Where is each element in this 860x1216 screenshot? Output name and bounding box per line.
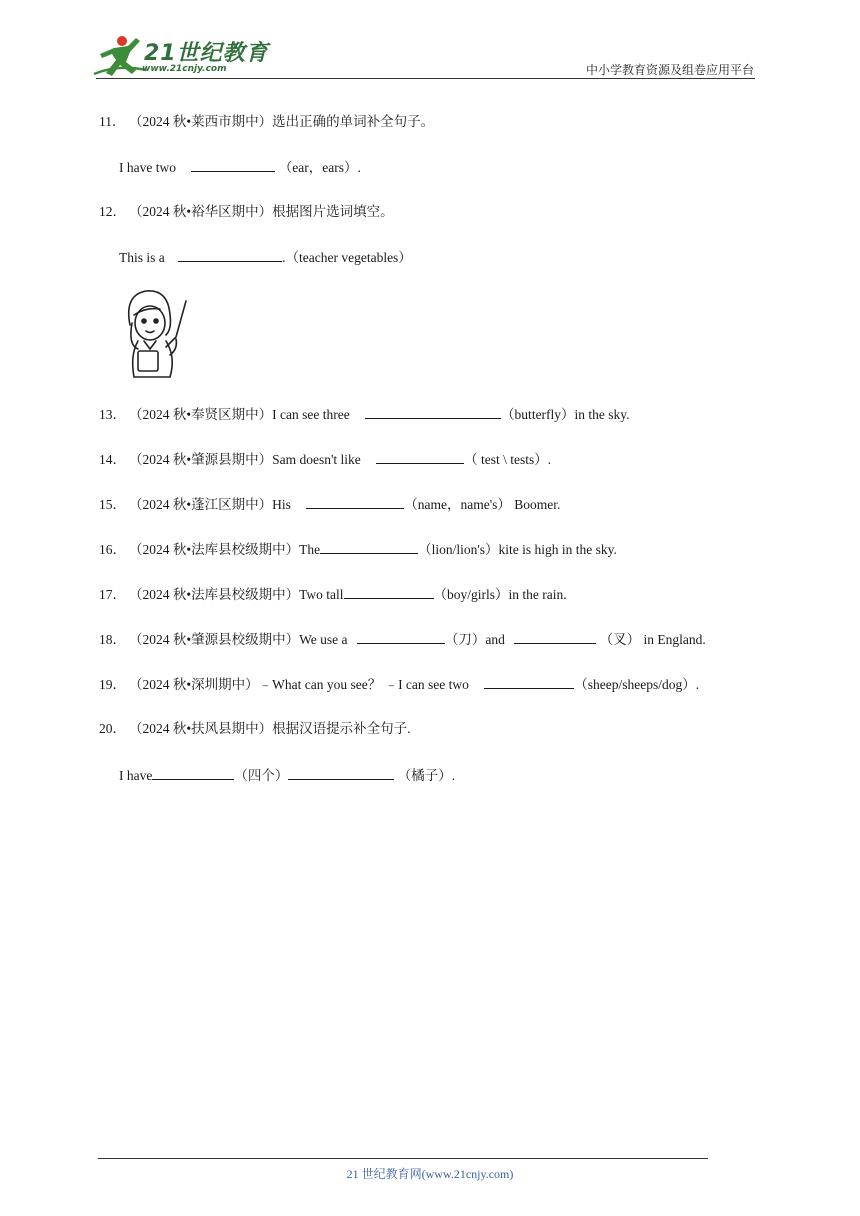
question-source: （2024 秋•裕华区期中） xyxy=(129,204,273,219)
page-header xyxy=(0,0,860,90)
question-15: 15． （2024 秋•蓬江区期中）His （name，name's） Boomer. xyxy=(99,497,561,512)
question-instruction: 根据汉语提示补全句子. xyxy=(272,721,411,736)
question-19: 19． （2024 秋•深圳期中）﹣What can you see？ ﹣I can see two （sheep/sheeps/dog）. xyxy=(99,677,700,692)
question-12-sentence: This is a .（teacher vegetables） xyxy=(119,250,412,265)
question-12: 12． （2024 秋•裕华区期中）根据图片选词填空。 xyxy=(99,204,394,219)
answer-blank[interactable] xyxy=(191,158,275,172)
answer-blank[interactable] xyxy=(178,248,282,262)
question-18: 18． （2024 秋•肇源县校级期中）We use a （刀）and （叉） in England. xyxy=(99,632,706,647)
teacher-illustration xyxy=(116,285,194,385)
question-source: （2024 秋•奉贤区期中） xyxy=(129,407,273,422)
question-instruction: 选出正确的单词补全句子。 xyxy=(272,114,435,129)
question-11: 11． （2024 秋•莱西市期中）选出正确的单词补全句子。 xyxy=(99,114,435,129)
question-11-sentence: I have two （ear，ears）. xyxy=(119,160,361,175)
question-source: （2024 秋•扶风县期中） xyxy=(129,721,273,736)
answer-blank[interactable] xyxy=(306,495,404,509)
answer-blank[interactable] xyxy=(484,675,574,689)
answer-blank[interactable] xyxy=(320,540,418,554)
question-source: （2024 秋•莱西市期中） xyxy=(129,114,273,129)
answer-blank[interactable] xyxy=(514,630,596,644)
header-divider xyxy=(96,78,755,79)
question-source: （2024 秋•肇源县校级期中） xyxy=(129,632,300,647)
platform-name: 中小学教育资源及组卷应用平台 xyxy=(585,63,754,77)
question-source: （2024 秋•蓬江区期中） xyxy=(129,497,273,512)
question-source: （2024 秋•法库县校级期中） xyxy=(129,587,300,602)
answer-blank[interactable] xyxy=(152,766,234,780)
question-source: （2024 秋•肇源县期中） xyxy=(129,452,273,467)
logo-text: 21世纪教育 xyxy=(144,41,269,66)
runner-logo-icon xyxy=(92,34,148,78)
answer-blank[interactable] xyxy=(365,405,501,419)
question-17: 17． （2024 秋•法库县校级期中）Two tall （boy/girls）in the rain. xyxy=(99,587,567,602)
footer-divider xyxy=(98,1158,708,1159)
question-20: 20． （2024 秋•扶风县期中）根据汉语提示补全句子. xyxy=(99,721,411,736)
answer-blank[interactable] xyxy=(344,585,434,599)
question-13: 13． （2024 秋•奉贤区期中）I can see three （butterfly）in the sky. xyxy=(99,407,630,422)
question-16: 16． （2024 秋•法库县校级期中）The （lion/lion's）kite is high in the sky. xyxy=(99,542,617,557)
question-14: 14． （2024 秋•肇源县期中）Sam doesn't like （ test \ tests）. xyxy=(99,452,552,467)
question-source: （2024 秋•深圳期中） xyxy=(129,677,259,692)
question-20-sentence: I have （四个） （橘子）. xyxy=(119,768,456,783)
question-source: （2024 秋•法库县校级期中） xyxy=(129,542,300,557)
question-instruction: 根据图片选词填空。 xyxy=(272,204,394,219)
answer-blank[interactable] xyxy=(357,630,445,644)
footer-text: 21 世纪教育网(www.21cnjy.com) xyxy=(346,1167,514,1181)
answer-blank[interactable] xyxy=(288,766,394,780)
answer-blank[interactable] xyxy=(376,450,464,464)
site-logo xyxy=(92,34,269,78)
logo-url: www.21cnjy.com xyxy=(142,64,227,74)
